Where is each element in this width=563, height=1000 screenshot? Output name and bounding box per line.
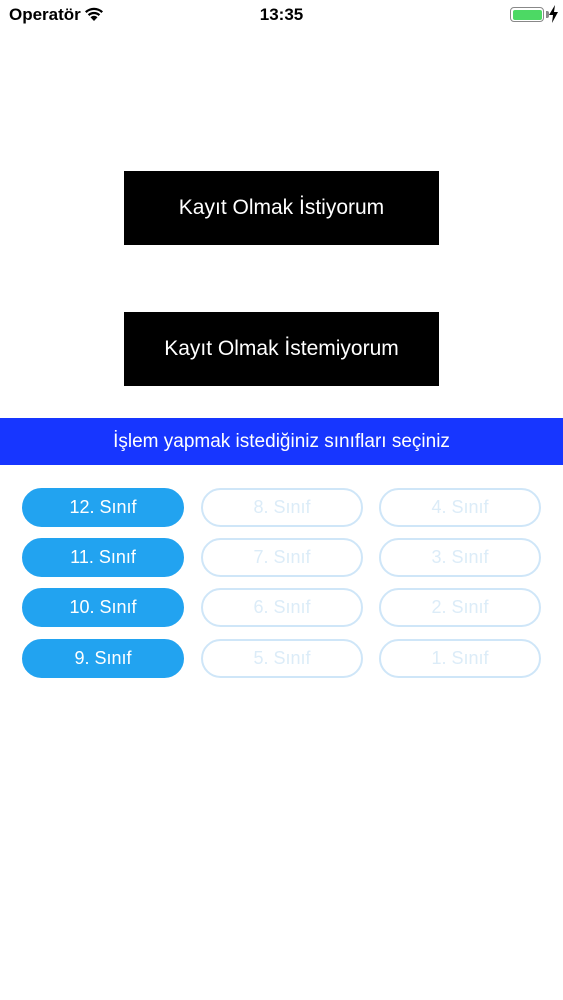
grade-11-button[interactable]: 11. Sınıf [22, 538, 184, 577]
grade-4-button[interactable]: 4. Sınıf [379, 488, 541, 527]
grade-1-button[interactable]: 1. Sınıf [379, 639, 541, 678]
carrier-name: Operatör [9, 5, 81, 24]
grade-7-button[interactable]: 7. Sınıf [201, 538, 363, 577]
charging-bolt-icon [549, 5, 558, 23]
status-time: 13:35 [259, 5, 304, 24]
grade-5-button[interactable]: 5. Sınıf [201, 639, 363, 678]
battery-level-fill [513, 10, 542, 20]
grade-10-button[interactable]: 10. Sınıf [22, 588, 184, 627]
grade-12-button[interactable]: 12. Sınıf [22, 488, 184, 527]
no-register-button[interactable]: Kayıt Olmak İstemiyorum [124, 312, 439, 386]
grade-2-button[interactable]: 2. Sınıf [379, 588, 541, 627]
grade-3-button[interactable]: 3. Sınıf [379, 538, 541, 577]
register-button[interactable]: Kayıt Olmak İstiyorum [124, 171, 439, 245]
status-bar [0, 0, 563, 30]
grade-9-button[interactable]: 9. Sınıf [22, 639, 184, 678]
grade-selection-banner [0, 418, 563, 465]
banner-text: İşlem yapmak istediğiniz sınıfları seçiniz [113, 430, 450, 452]
battery-icon [510, 7, 544, 22]
grade-6-button[interactable]: 6. Sınıf [201, 588, 363, 627]
grade-8-button[interactable]: 8. Sınıf [201, 488, 363, 527]
